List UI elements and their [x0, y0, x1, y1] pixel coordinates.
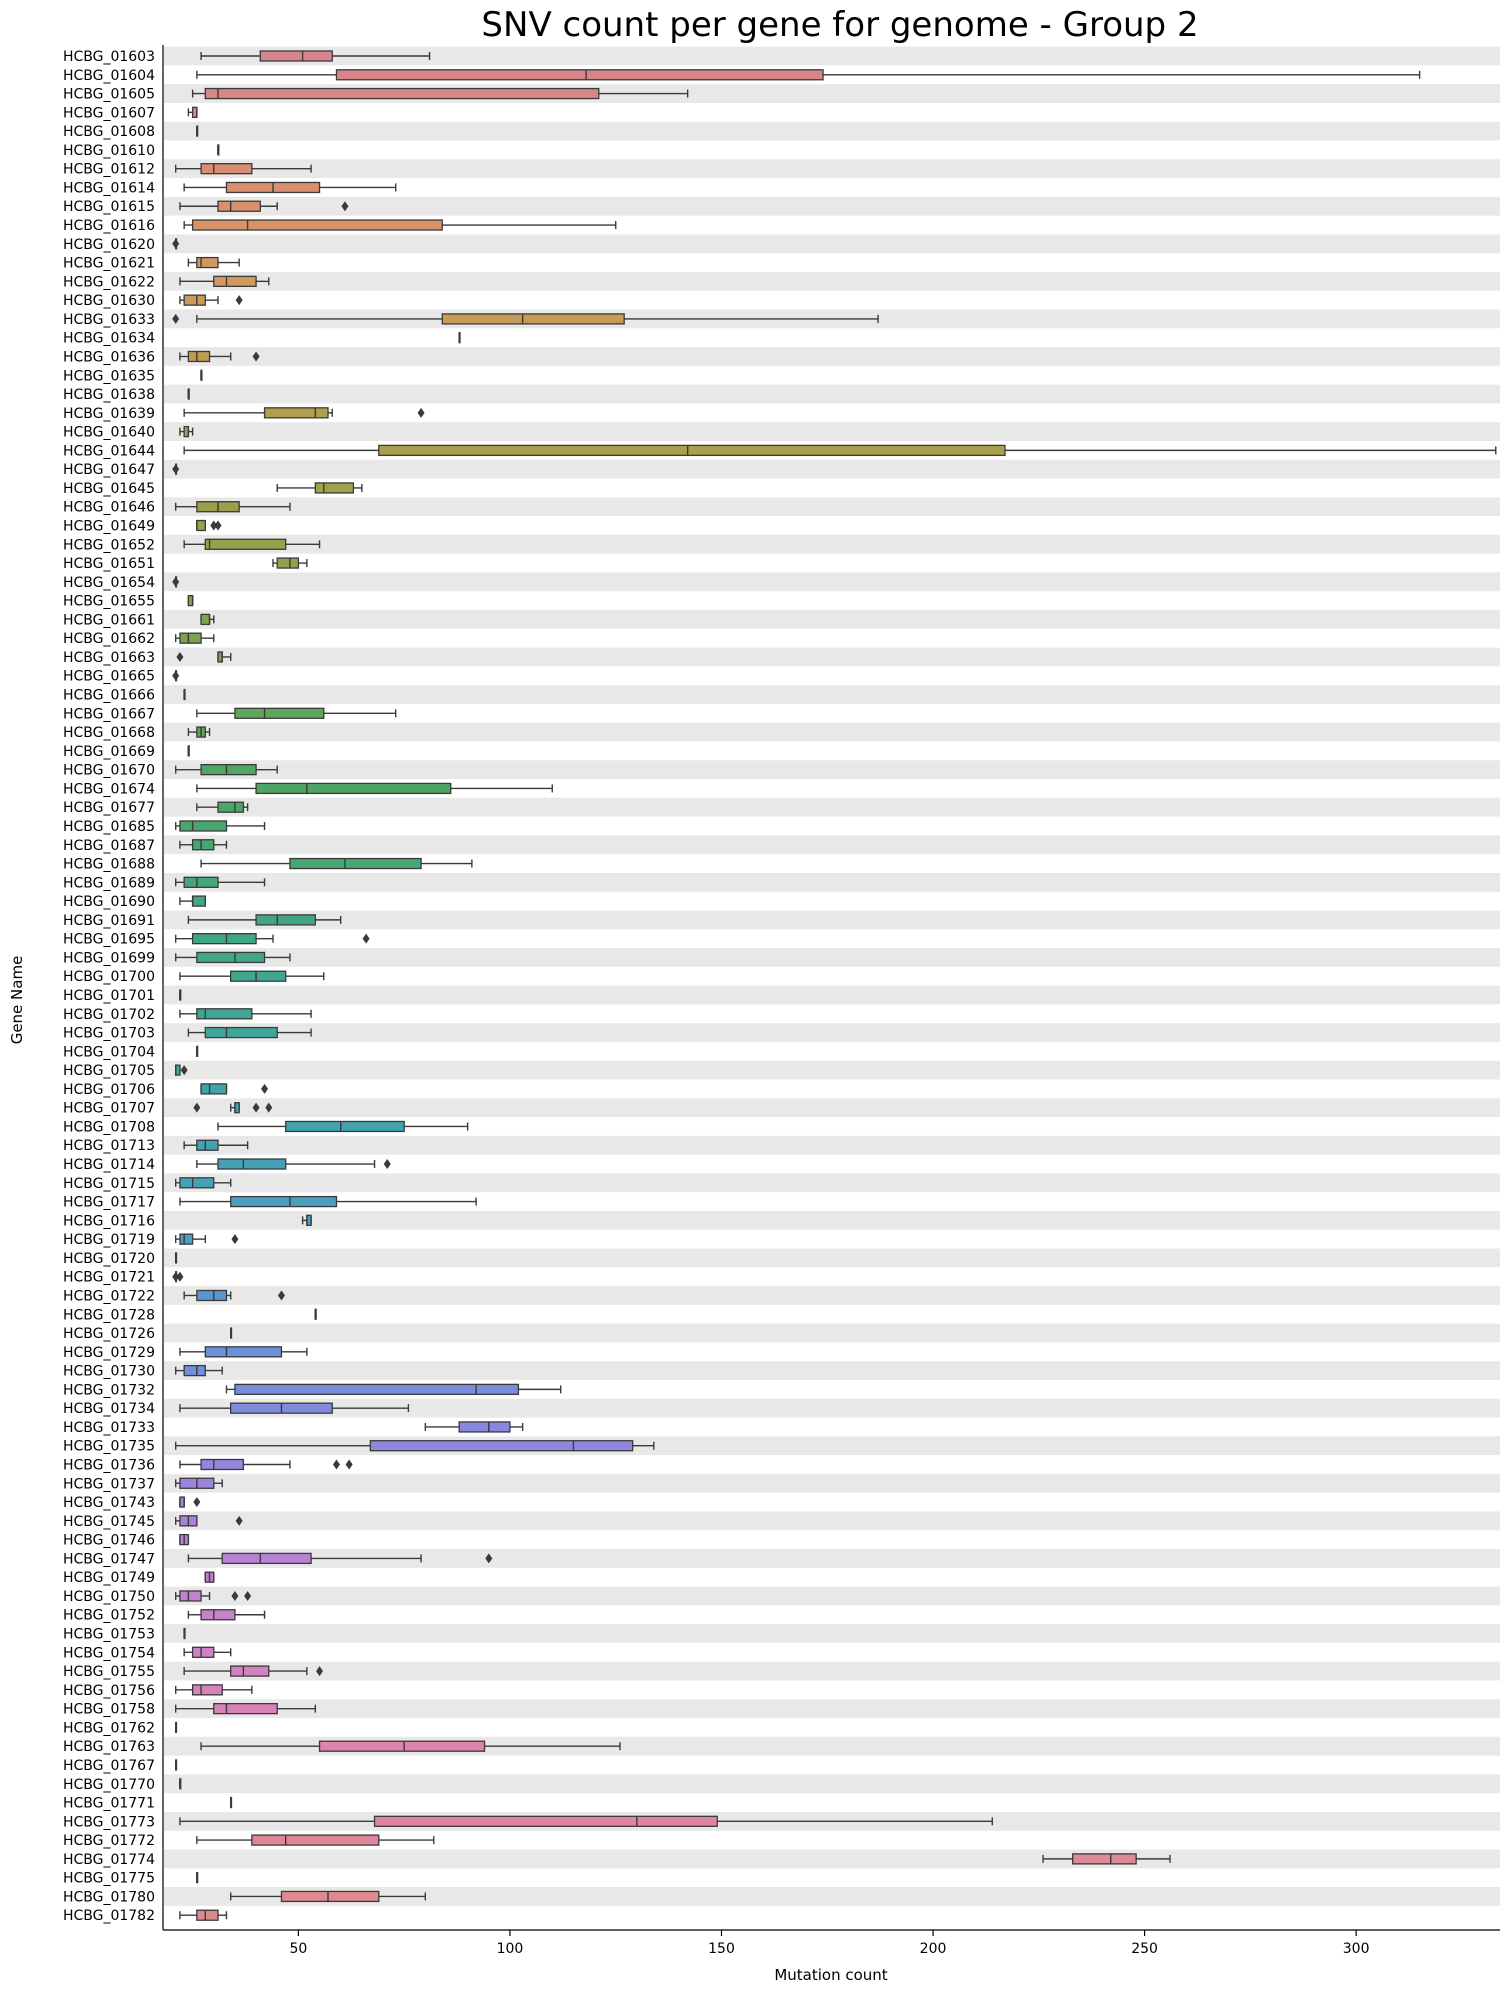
row-band	[164, 1624, 1500, 1643]
outlier-point	[176, 1272, 183, 1282]
box-HCBG_01754	[184, 1647, 231, 1657]
box-HCBG_01607	[188, 107, 196, 117]
y-tick-label: HCBG_01634	[62, 330, 155, 347]
y-tick-label: HCBG_01714	[62, 1157, 155, 1174]
y-tick-label: HCBG_01691	[62, 912, 155, 929]
iqr-box	[201, 1460, 243, 1470]
iqr-box	[231, 1666, 269, 1676]
box-HCBG_01614	[184, 182, 396, 192]
x-tick-label: 250	[1131, 1941, 1158, 1957]
y-tick-label: HCBG_01695	[62, 931, 155, 948]
box-HCBG_01688	[201, 859, 472, 869]
y-tick-label: HCBG_01651	[62, 556, 155, 573]
row-band	[164, 234, 1500, 253]
y-tick-label: HCBG_01715	[62, 1175, 155, 1192]
y-tick-label: HCBG_01666	[62, 687, 155, 704]
iqr-box	[370, 1441, 632, 1451]
y-tick-label: HCBG_01700	[62, 969, 155, 986]
row-band	[164, 422, 1500, 441]
y-tick-label: HCBG_01747	[62, 1551, 155, 1568]
iqr-box	[201, 614, 209, 624]
row-band	[164, 1849, 1500, 1868]
iqr-box	[256, 783, 451, 793]
row-band	[164, 535, 1500, 554]
outlier-point	[333, 1460, 340, 1470]
iqr-box	[205, 1347, 281, 1357]
iqr-box	[197, 952, 265, 962]
row-band	[164, 347, 1500, 366]
box-HCBG_01714	[197, 1159, 391, 1169]
box-HCBG_01635	[201, 370, 202, 380]
y-tick-label: HCBG_01736	[62, 1457, 155, 1474]
y-tick-label: HCBG_01677	[62, 800, 155, 817]
y-tick-label: HCBG_01753	[62, 1626, 155, 1643]
y-tick-label: HCBG_01644	[62, 443, 155, 460]
outlier-point	[346, 1460, 353, 1470]
iqr-box	[260, 51, 332, 61]
box-HCBG_01651	[273, 558, 307, 568]
x-tick-label: 50	[289, 1941, 308, 1957]
y-tick-label: HCBG_01655	[62, 593, 155, 610]
y-tick-label: HCBG_01668	[62, 725, 155, 742]
row-band	[164, 1098, 1500, 1117]
y-tick-label: HCBG_01603	[62, 49, 155, 65]
row-band	[164, 1324, 1500, 1343]
iqr-box	[218, 201, 260, 211]
box-HCBG_01704	[197, 1046, 198, 1056]
box-HCBG_01720	[176, 1253, 177, 1263]
box-HCBG_01762	[176, 1722, 177, 1732]
iqr-box	[193, 934, 256, 944]
y-tick-label: HCBG_01767	[62, 1757, 155, 1774]
y-tick-label: HCBG_01750	[62, 1588, 155, 1605]
y-tick-label: HCBG_01730	[62, 1363, 155, 1380]
box-HCBG_01667	[197, 708, 396, 718]
outlier-point	[418, 408, 425, 418]
row-band	[164, 1136, 1500, 1155]
y-tick-label: HCBG_01610	[62, 142, 155, 159]
y-tick-label: HCBG_01685	[62, 818, 155, 835]
box-HCBG_01728	[315, 1309, 316, 1319]
row-band	[164, 385, 1500, 404]
iqr-box	[201, 1610, 235, 1620]
y-tick-label: HCBG_01688	[62, 856, 155, 873]
box-HCBG_01772	[197, 1835, 434, 1845]
x-tick-label: 150	[708, 1941, 735, 1957]
box-HCBG_01736	[180, 1460, 353, 1470]
y-tick-label: HCBG_01713	[62, 1138, 155, 1155]
y-tick-label: HCBG_01615	[62, 199, 155, 216]
iqr-box	[180, 1234, 193, 1244]
y-tick-label: HCBG_01716	[62, 1213, 155, 1230]
row-band	[164, 159, 1500, 178]
box-HCBG_01685	[176, 821, 265, 831]
box-HCBG_01644	[184, 445, 1496, 455]
box-HCBG_01756	[176, 1685, 252, 1695]
iqr-box	[205, 539, 285, 549]
box-HCBG_01782	[180, 1910, 227, 1920]
iqr-box	[235, 708, 324, 718]
y-tick-label: HCBG_01669	[62, 743, 155, 760]
box-HCBG_01655	[188, 596, 192, 606]
y-tick-label: HCBG_01729	[62, 1344, 155, 1361]
iqr-box	[188, 351, 209, 361]
row-band	[164, 723, 1500, 742]
y-tick-label: HCBG_01763	[62, 1739, 155, 1756]
y-tick-label: HCBG_01782	[62, 1908, 155, 1925]
iqr-box	[315, 483, 353, 493]
y-tick-label: HCBG_01754	[62, 1645, 155, 1662]
iqr-box	[222, 1553, 311, 1563]
row-band	[164, 1474, 1500, 1493]
y-tick-label: HCBG_01665	[62, 668, 155, 685]
box-HCBG_01610	[218, 145, 219, 155]
box-HCBG_01621	[188, 258, 239, 268]
y-tick-label: HCBG_01647	[62, 462, 155, 479]
y-tick-label: HCBG_01649	[62, 518, 155, 535]
y-tick-label: HCBG_01612	[62, 161, 155, 178]
row-band	[164, 497, 1500, 516]
x-axis-label: Mutation count	[774, 1966, 888, 1984]
box-HCBG_01767	[176, 1760, 177, 1770]
row-band	[164, 1361, 1500, 1380]
y-tick-label: HCBG_01674	[62, 781, 155, 798]
box-HCBG_01634	[459, 333, 460, 343]
row-band	[164, 1061, 1500, 1080]
box-HCBG_01630	[180, 295, 243, 305]
row-band	[164, 1774, 1500, 1793]
iqr-box	[193, 840, 214, 850]
outlier-point	[236, 295, 243, 305]
y-tick-label: HCBG_01758	[62, 1701, 155, 1718]
box-HCBG_01616	[184, 220, 616, 230]
row-band	[164, 1211, 1500, 1230]
box-HCBG_01708	[218, 1121, 468, 1131]
box-HCBG_01719	[176, 1234, 239, 1244]
y-tick-label: HCBG_01604	[62, 67, 155, 84]
box-HCBG_01752	[188, 1610, 264, 1620]
y-tick-label: HCBG_01752	[62, 1607, 155, 1624]
box-HCBG_01645	[277, 483, 362, 493]
iqr-box	[214, 1704, 277, 1714]
x-tick-label: 100	[496, 1941, 524, 1957]
iqr-box	[184, 877, 218, 887]
box-HCBG_01700	[180, 971, 324, 981]
y-tick-label: HCBG_01775	[62, 1870, 155, 1887]
y-tick-label: HCBG_01703	[62, 1025, 155, 1042]
box-HCBG_01666	[184, 690, 185, 700]
iqr-box	[277, 558, 298, 568]
y-tick-label: HCBG_01633	[62, 311, 155, 328]
row-band	[164, 873, 1500, 892]
y-tick-label: HCBG_01605	[62, 86, 155, 103]
x-tick-labels	[289, 1930, 1369, 1957]
iqr-box	[218, 1159, 286, 1169]
y-tick-label: HCBG_01646	[62, 499, 155, 516]
outlier-point	[231, 1234, 238, 1244]
y-tick-label: HCBG_01780	[62, 1889, 155, 1906]
y-tick-label: HCBG_01733	[62, 1419, 155, 1436]
row-band	[164, 986, 1500, 1005]
iqr-box	[205, 1028, 277, 1038]
row-band	[164, 197, 1500, 216]
iqr-box	[180, 1591, 201, 1601]
row-band	[164, 1587, 1500, 1606]
row-band	[164, 798, 1500, 817]
row-band	[164, 685, 1500, 704]
y-tick-label: HCBG_01756	[62, 1682, 155, 1699]
iqr-box	[197, 1910, 218, 1920]
y-tick-label: HCBG_01652	[62, 537, 155, 554]
y-tick-label: HCBG_01772	[62, 1833, 155, 1850]
row-band	[164, 1023, 1500, 1042]
y-tick-label: HCBG_01667	[62, 706, 155, 723]
iqr-box	[201, 1084, 226, 1094]
row-band	[164, 648, 1500, 667]
iqr-box	[197, 258, 218, 268]
iqr-box	[197, 521, 205, 531]
box-HCBG_01746	[180, 1535, 188, 1545]
iqr-box	[231, 1197, 337, 1207]
box-HCBG_01695	[176, 934, 370, 944]
y-tick-label: HCBG_01746	[62, 1532, 155, 1549]
y-tick-label: HCBG_01690	[62, 894, 155, 911]
box-HCBG_01726	[231, 1328, 232, 1338]
iqr-box	[180, 1178, 214, 1188]
y-tick-label: HCBG_01702	[62, 1006, 155, 1023]
iqr-box	[197, 1140, 218, 1150]
y-tick-label: HCBG_01773	[62, 1814, 155, 1831]
row-band	[164, 1511, 1500, 1530]
iqr-box	[442, 314, 624, 324]
iqr-box	[184, 1366, 205, 1376]
row-band	[164, 760, 1500, 779]
box-HCBG_01674	[197, 783, 552, 793]
y-tick-label: HCBG_01734	[62, 1401, 155, 1418]
iqr-box	[218, 802, 243, 812]
row-band	[164, 572, 1500, 591]
y-tick-label: HCBG_01635	[62, 368, 155, 385]
row-bands	[164, 47, 1500, 1906]
row-band	[164, 948, 1500, 967]
y-tick-label: HCBG_01722	[62, 1288, 155, 1305]
y-tick-label: HCBG_01732	[62, 1382, 155, 1399]
box-HCBG_01669	[188, 746, 189, 756]
y-tick-label: HCBG_01707	[62, 1100, 155, 1117]
y-tick-label: HCBG_01708	[62, 1119, 155, 1136]
y-tick-label: HCBG_01717	[62, 1194, 155, 1211]
y-tick-label: HCBG_01661	[62, 612, 155, 629]
y-tick-label: HCBG_01705	[62, 1063, 155, 1080]
iqr-box	[193, 1685, 223, 1695]
y-tick-label: HCBG_01608	[62, 124, 155, 141]
iqr-box	[184, 295, 205, 305]
y-tick-labels	[63, 49, 155, 1924]
y-tick-label: HCBG_01689	[62, 875, 155, 892]
y-tick-label: HCBG_01662	[62, 631, 155, 648]
y-tick-label: HCBG_01654	[62, 574, 155, 591]
row-band	[164, 610, 1500, 629]
outlier-point	[193, 1497, 200, 1507]
row-band	[164, 1286, 1500, 1305]
iqr-box	[286, 1121, 404, 1131]
y-tick-label: HCBG_01774	[62, 1851, 155, 1868]
y-tick-label: HCBG_01640	[62, 424, 155, 441]
box-HCBG_01639	[184, 408, 424, 418]
iqr-box	[252, 1835, 379, 1845]
y-tick-label: HCBG_01737	[62, 1476, 155, 1493]
y-tick-label: HCBG_01771	[62, 1795, 155, 1812]
box-HCBG_01770	[180, 1779, 181, 1789]
chart-title: SNV count per gene for genome - Group 2	[481, 5, 1199, 45]
iqr-box	[459, 1422, 510, 1432]
iqr-box	[214, 276, 256, 286]
iqr-box	[265, 408, 328, 418]
iqr-box	[256, 915, 315, 925]
x-tick-label: 200	[919, 1941, 947, 1957]
y-tick-label: HCBG_01755	[62, 1664, 155, 1681]
iqr-box	[205, 89, 598, 99]
box-HCBG_01743	[180, 1497, 200, 1507]
box-HCBG_01733	[425, 1422, 522, 1432]
box-HCBG_01702	[180, 1009, 311, 1019]
row-band	[164, 1249, 1500, 1268]
box-HCBG_01721	[172, 1272, 183, 1282]
y-tick-label: HCBG_01735	[62, 1438, 155, 1455]
box-HCBG_01732	[226, 1384, 560, 1394]
box-HCBG_01638	[188, 389, 189, 399]
box-HCBG_01690	[180, 896, 205, 906]
outlier-point	[261, 1084, 268, 1094]
box-HCBG_01771	[231, 1798, 232, 1808]
x-tick-label: 300	[1342, 1941, 1370, 1957]
row-band	[164, 122, 1500, 141]
y-tick-label: HCBG_01704	[62, 1044, 155, 1061]
iqr-box	[1073, 1854, 1136, 1864]
iqr-box	[379, 445, 1005, 455]
y-tick-label: HCBG_01701	[62, 988, 155, 1004]
y-tick-label: HCBG_01630	[62, 293, 155, 310]
y-tick-label: HCBG_01720	[62, 1250, 155, 1267]
y-tick-label: HCBG_01638	[62, 387, 155, 404]
y-tick-label: HCBG_01620	[62, 236, 155, 253]
y-tick-label: HCBG_01687	[62, 837, 155, 854]
box-HCBG_01753	[184, 1629, 185, 1639]
iqr-box	[197, 1290, 227, 1300]
y-tick-label: HCBG_01607	[62, 105, 155, 122]
iqr-box	[193, 896, 206, 906]
row-band	[164, 460, 1500, 479]
row-band	[164, 272, 1500, 291]
row-band	[164, 1699, 1500, 1718]
iqr-box	[290, 859, 421, 869]
iqr-box	[231, 971, 286, 981]
y-tick-label: HCBG_01639	[62, 405, 155, 422]
outlier-point	[363, 934, 370, 944]
iqr-box	[193, 220, 443, 230]
y-tick-label: HCBG_01726	[62, 1326, 155, 1343]
row-band	[164, 1662, 1500, 1681]
y-tick-label: HCBG_01614	[62, 180, 155, 197]
box-HCBG_01775	[197, 1873, 198, 1883]
row-band	[164, 835, 1500, 854]
outlier-point	[215, 521, 222, 531]
y-tick-label: HCBG_01721	[62, 1269, 155, 1286]
y-tick-label: HCBG_01749	[62, 1570, 155, 1587]
row-band	[164, 910, 1500, 929]
y-tick-label: HCBG_01621	[62, 255, 155, 272]
y-tick-label: HCBG_01762	[62, 1720, 155, 1737]
iqr-box	[320, 1741, 485, 1751]
box-HCBG_01729	[180, 1347, 307, 1357]
iqr-box	[201, 765, 256, 775]
iqr-box	[201, 164, 252, 174]
y-tick-label: HCBG_01745	[62, 1513, 155, 1530]
outlier-point	[172, 671, 179, 681]
y-tick-label: HCBG_01699	[62, 950, 155, 967]
iqr-box	[375, 1816, 718, 1826]
y-tick-label: HCBG_01663	[62, 649, 155, 666]
box-HCBG_01604	[197, 70, 1420, 80]
iqr-box	[180, 633, 201, 643]
box-HCBG_01701	[180, 990, 181, 1000]
box-HCBG_01717	[180, 1197, 476, 1207]
iqr-box	[180, 821, 227, 831]
y-tick-label: HCBG_01728	[62, 1307, 155, 1324]
y-axis-label: Gene Name	[8, 955, 26, 1045]
iqr-box	[193, 1647, 214, 1657]
y-tick-label: HCBG_01706	[62, 1081, 155, 1098]
y-tick-label: HCBG_01770	[62, 1776, 155, 1793]
box-HCBG_01649	[197, 521, 222, 531]
box-HCBG_01706	[201, 1084, 268, 1094]
y-tick-label: HCBG_01616	[62, 218, 155, 235]
box-HCBG_01749	[205, 1572, 213, 1582]
box-HCBG_01608	[197, 126, 198, 136]
outlier-point	[384, 1159, 391, 1169]
y-tick-label: HCBG_01743	[62, 1495, 155, 1512]
y-tick-label: HCBG_01719	[62, 1232, 155, 1249]
y-tick-label: HCBG_01636	[62, 349, 155, 366]
box-HCBG_01662	[176, 633, 214, 643]
y-tick-label: HCBG_01622	[62, 274, 155, 291]
y-tick-label: HCBG_01670	[62, 762, 155, 779]
box-HCBG_01665	[172, 671, 179, 681]
row-band	[164, 1173, 1500, 1192]
iqr-box	[336, 70, 823, 80]
iqr-box	[281, 1891, 378, 1901]
y-tick-label: HCBG_01645	[62, 480, 155, 497]
